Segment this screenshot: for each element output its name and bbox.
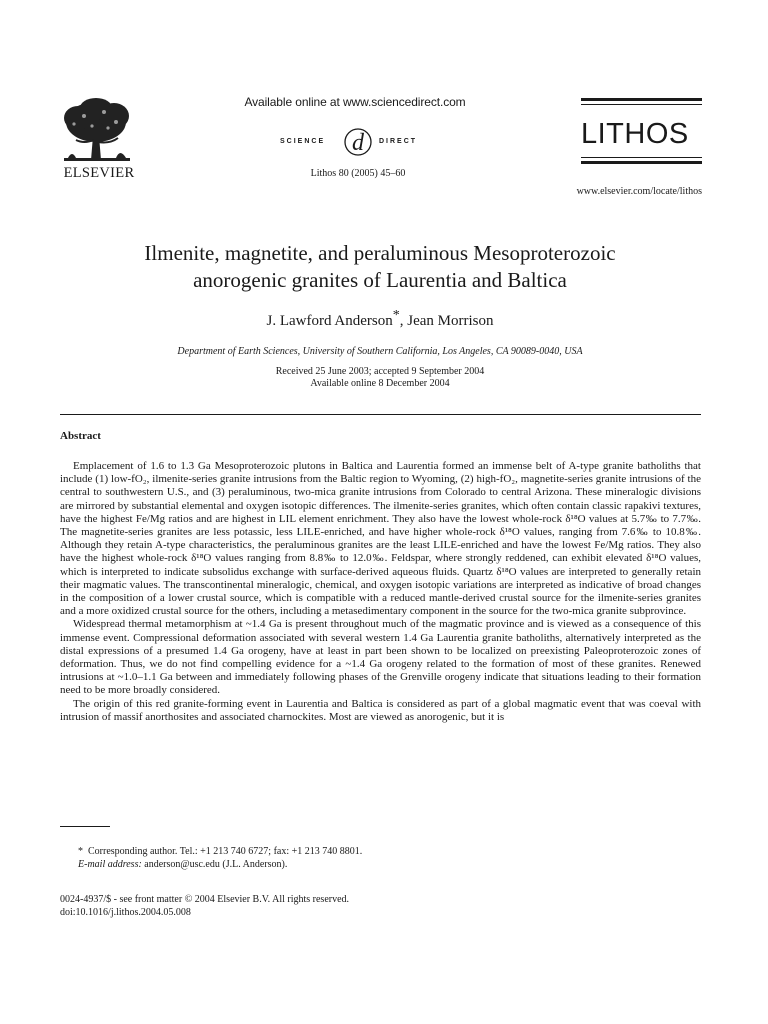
email-link[interactable]: anderson@usc.edu (J.L. Anderson).: [144, 859, 288, 870]
online-date: Available online 8 December 2004: [310, 378, 450, 389]
doi-link[interactable]: doi:10.1016/j.lithos.2004.05.008: [60, 907, 191, 918]
footnote-email: [60, 858, 362, 871]
available-online-banner: Available online at www.sciencedirect.com: [244, 95, 466, 109]
journal-rule: [581, 161, 702, 164]
journal-rule: [581, 98, 702, 101]
journal-rule: [581, 157, 702, 158]
footnote-mark: *: [78, 846, 83, 857]
article-dates: [60, 366, 700, 390]
sciencedirect-direct-text: DIRECT: [379, 138, 418, 145]
journal-url-link[interactable]: www.elsevier.com/locate/lithos: [576, 186, 702, 197]
author-name[interactable]: J. Lawford Anderson: [266, 313, 393, 329]
issn-line: 0024-4937/$ - see front matter © 2004 Elsevier B.V. All rights reserved.: [60, 894, 350, 905]
section-rule: [60, 414, 701, 415]
abstract-body: [60, 460, 701, 724]
footnote-rule: [60, 826, 110, 827]
sciencedirect-science-text: SCIENCE: [280, 138, 326, 145]
received-date: Received 25 June 2003; accepted 9 September 2004: [275, 366, 485, 377]
abstract-paragraph: The origin of this red granite-forming event in Laurentia and Baltica is considered as part of a global magmatic event that was coeval with intrusion of massif anorthosites and associated charnockites. Most are viewed as anorogenic, but it is: [60, 697, 701, 723]
article-title-line: Ilmenite, magnetite, and peraluminous Mesoproterozoic: [144, 241, 616, 265]
journal-name: LITHOS: [581, 118, 689, 150]
author-name[interactable]: Jean Morrison: [407, 313, 494, 329]
article-title-line: anorogenic granites of Laurentia and Baltica: [193, 268, 567, 292]
footnote-corresponding: [60, 845, 362, 858]
svg-text:d: d: [352, 130, 364, 156]
abstract-paragraph: Widespread thermal metamorphism at ~1.4 Ga is present throughout much of the magmatic province and is viewed as a consequence of this immense event. Compressional deformation associated with several western 1.4 Ga Laurentia granite batholiths, alternatively interpreted as the distal expressions of a presumed 1.4 Ga orogeny, have at least in part been shown to be localized on preexisting Paleoproterozoic zones of deformation. Thus, we do not find compelling evidence for a ~1.4 Ga orogeny related to the formation of most of these granites. Renewed intrusions at ~1.0–1.1 Ga between and immediately following phases of the Grenville orogeny indicate that situations leading to their formation need to be more broadly considered.: [60, 618, 701, 697]
journal-rule: [581, 104, 702, 105]
abstract-paragraph: Emplacement of 1.6 to 1.3 Ga Mesoproterozoic plutons in Baltica and Laurentia formed an immense belt of A-type granite batholiths that include (1) low-fO₂, ilmenite-series granite intrusions from the Baltic region to Wyoming, (2) high-fO₂, magnetite-series granite intrusions of the central to southwestern U.S., and (3) peraluminous, two-mica granite intrusions from Colorado to central Arizona. These mineralogic divisions are mirrored by substantial elemental and oxygen isotopic differences. The ilmenite-series granites, which often contain classic rapakivi textures, have the highest Fe/Mg ratios and are highest in LIL element enrichment. They also have the lowest whole-rock δ¹⁸O values at 5.7‰ to 7.7‰. The magnetite-series granites are less potassic, less LILE-enriched, and have higher whole-rock δ¹⁸O values, ranging from 7.6‰ to 10.8‰. Although they retain A-type characteristics, the peraluminous granites are the least LILE-enriched and have the lowest Fe/Mg ratios. They also have the highest whole-rock δ¹⁸O values ranging from 8.8‰ to 12.0‰. Feldspar, where strongly reddened, can exhibit elevated δ¹⁸O values, which is interpreted to indicate subsolidus exchange with surface-derived aqueous fluids. Quartz δ¹⁸O values are interpreted to generally retain their magmatic values. The transcontinental mineralogic, chemical, and oxygen isotopic variations are interpreted as indicative of broad changes in the composition of a lower crustal source, which is compatible with a reduced mantle-derived crustal source for the ilmenite-series granites and a more oxidized crustal source for the others, including a metasedimentary component in the source for the two-mica granite subprovince.: [60, 460, 701, 618]
front-matter: [60, 893, 349, 919]
author-list: [60, 308, 700, 330]
corresponding-author-text: Corresponding author. Tel.: +1 213 740 6727; fax: +1 213 740 8801.: [88, 846, 363, 857]
footnote: [60, 845, 362, 871]
email-label: E-mail address:: [78, 859, 142, 870]
author-separator: ,: [399, 313, 408, 329]
abstract-heading: Abstract: [60, 430, 101, 442]
author-affiliation: Department of Earth Sciences, University of Southern California, Los Angeles, CA 90089-0040, USA: [177, 346, 583, 357]
article-title: [60, 240, 700, 294]
journal-citation: Lithos 80 (2005) 45–60: [310, 168, 406, 179]
corresponding-author-mark[interactable]: *: [392, 308, 400, 323]
publisher-name: ELSEVIER: [63, 165, 135, 181]
